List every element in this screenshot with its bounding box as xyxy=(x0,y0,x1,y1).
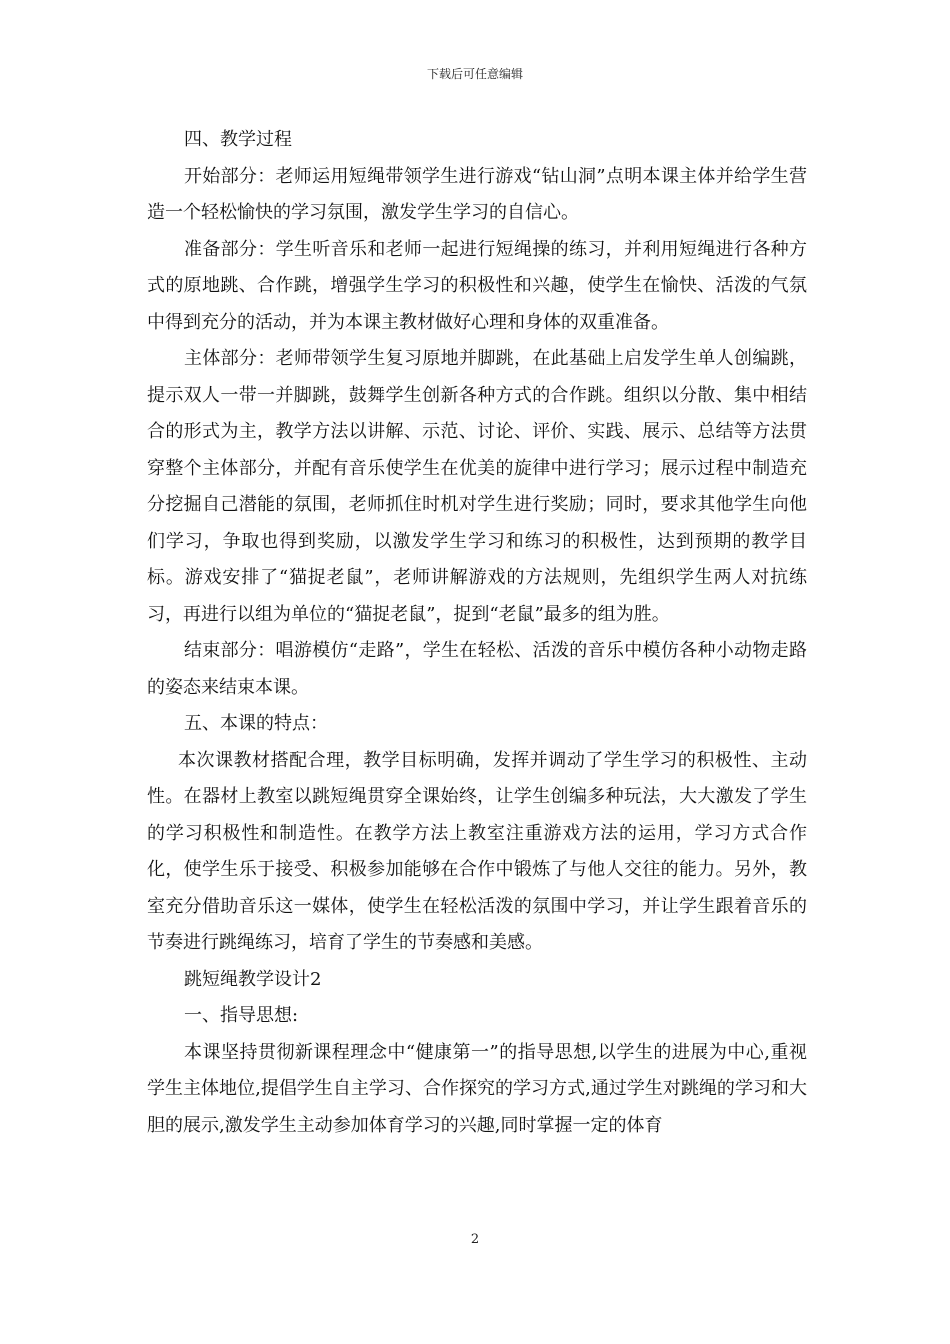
page-header-note: 下载后可任意编辑 xyxy=(426,67,523,81)
paragraph-ending-part: 结束部分：唱游模仿“走路”，学生在轻松、活泼的音乐中模仿各种小动物走路的姿态来结束本课。 xyxy=(147,640,807,698)
section-heading-guiding-thought: 一、指导思想: xyxy=(184,1005,299,1026)
paragraph-opening-part: 开始部分：老师运用短绳带领学生进行游戏“钻山洞”点明本课主体并给学生营造一个轻松愉快的学习氛围，激发学生学习的自信心。 xyxy=(147,165,807,223)
section-heading-teaching-process: 四、教学过程 xyxy=(184,129,292,150)
document-body xyxy=(147,122,807,1144)
page-number: 2 xyxy=(470,1232,480,1247)
paragraph-guiding-thought: 本课坚持贯彻新课程理念中“健康第一”的指导思想,以学生的进展为中心,重视学生主体地位,提倡学生自主学习、合作探究的学习方式,通过学生对跳绳的学习和大胆的展示,激发学生主动参加体育学习的兴趣,同时掌握一定的体育 xyxy=(147,1041,807,1136)
paragraph-main-part: 主体部分：老师带领学生复习原地并脚跳，在此基础上启发学生单人创编跳，提示双人一带一并脚跳，鼓舞学生创新各种方式的合作跳。组织以分散、集中相结合的形式为主，教学方法以讲解、示范、讨论、评价、实践、展示、总结等方法贯穿整个主体部分，并配有音乐使学生在优美的旋律中进行学习；展示过程中制造充分挖掘自己潜能的氛围，老师抓住时机对学生进行奖励；同时，要求其他学生向他们学习，争取也得到奖励，以激发学生学习和练习的积极性，达到预期的教学目标。游戏安排了“猫捉老鼠”，老师讲解游戏的方法规则，先组织学生两人对抗练习，再进行以组为单位的“猫捉老鼠”，捉到“老鼠”最多的组为胜。 xyxy=(147,348,807,625)
paragraph-preparation-part: 准备部分：学生听音乐和老师一起进行短绳操的练习，并利用短绳进行各种方式的原地跳、合作跳，增强学生学习的积极性和兴趣，使学生在愉快、活泼的气氛中得到充分的活动，并为本课主教材做好心理和身体的双重准备。 xyxy=(147,238,807,333)
paragraph-features: 本次课教材搭配合理，教学目标明确，发挥并调动了学生学习的积极性、主动性。在器材上教室以跳短绳贯穿全课始终，让学生创编多种玩法，大大激发了学生的学习积极性和制造性。在教学方法上教室注重游戏方法的运用，学习方式合作化，使学生乐于接受、积极参加能够在合作中锻炼了与他人交往的能力。另外，教室充分借助音乐这一媒体，使学生在轻松活泼的氛围中学习，并让学生跟着音乐的节奏进行跳绳练习，培育了学生的节奏感和美感。 xyxy=(147,749,807,953)
document-subtitle-design-2: 跳短绳教学设计2 xyxy=(184,968,322,990)
section-heading-features: 五、本课的特点： xyxy=(184,713,328,734)
